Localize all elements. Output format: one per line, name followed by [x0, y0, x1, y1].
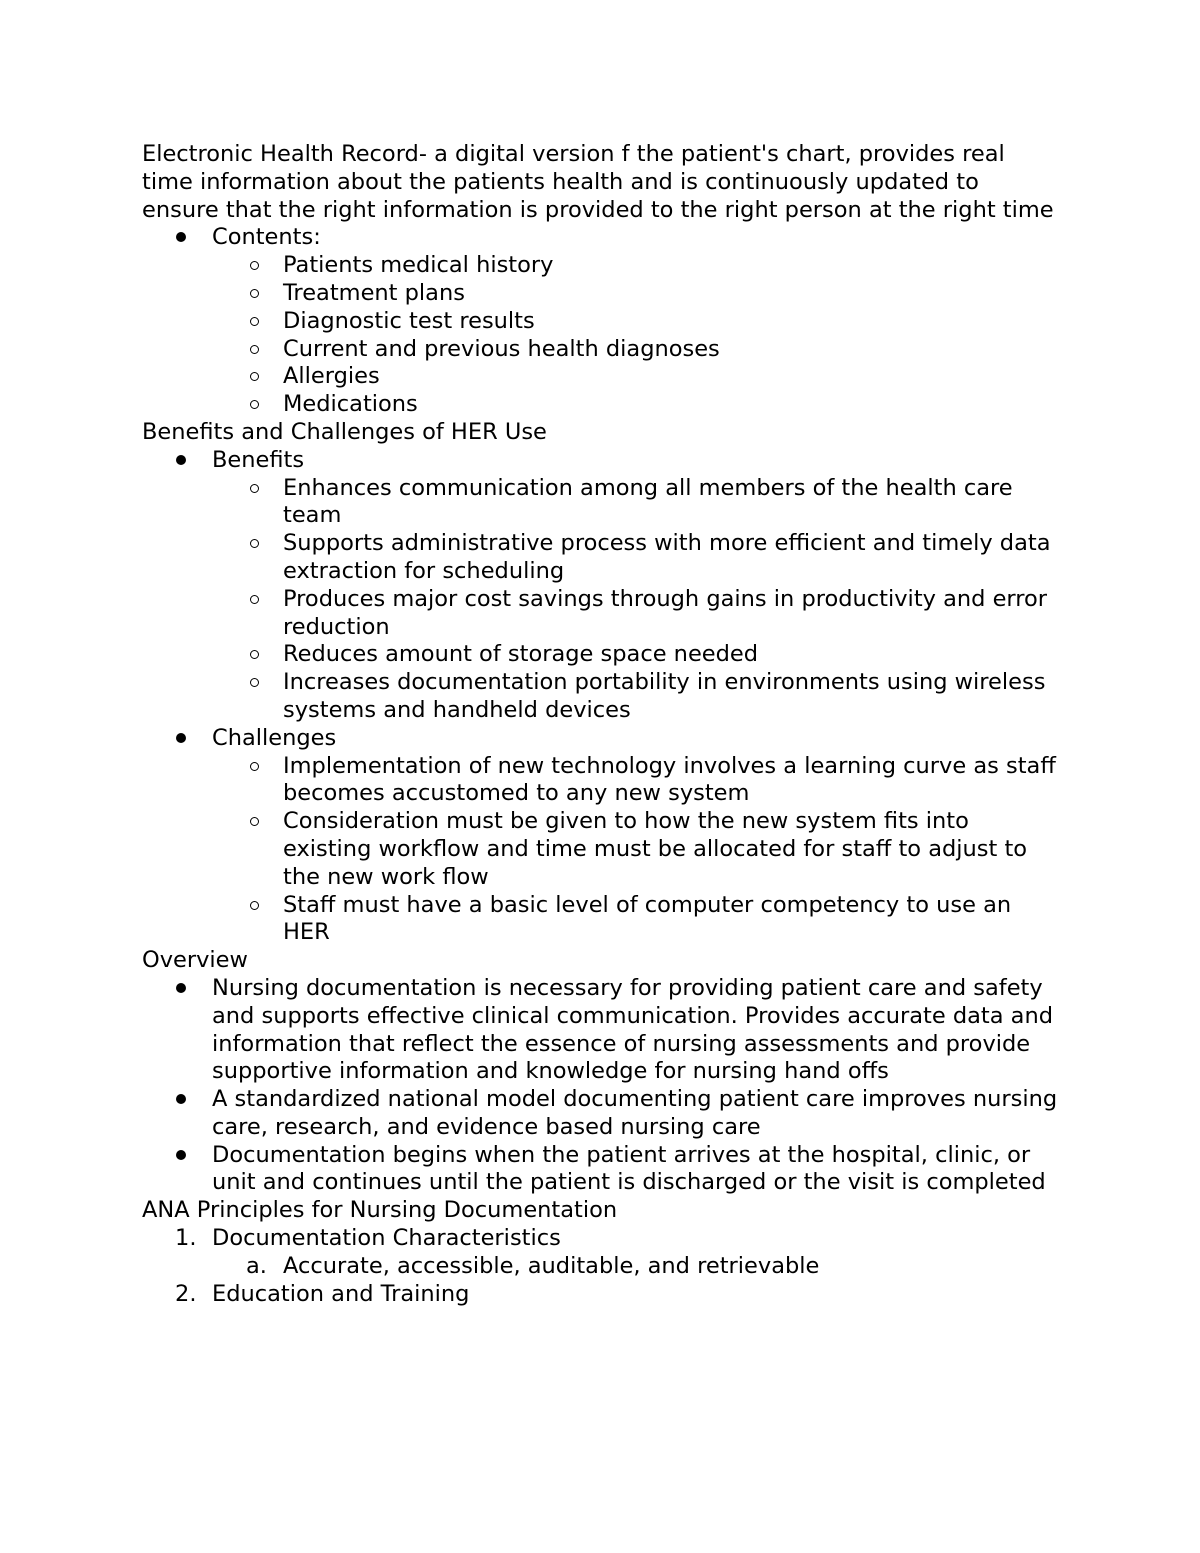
numbered-item	[142, 1225, 1062, 1253]
bullet-dot-icon	[176, 455, 186, 465]
list-item	[142, 475, 1062, 531]
numbered-item-text: Documentation Characteristics	[212, 1225, 561, 1252]
numbered-item	[142, 1281, 1062, 1309]
document-page	[142, 141, 1062, 1308]
list-item-text: Supports administrative process with more efficient and timely data extraction for scheduling	[283, 530, 1051, 584]
numbered-item-text: Education and Training	[212, 1280, 470, 1307]
list-item	[142, 975, 1062, 1086]
list-item-text: Allergies	[283, 363, 380, 390]
list-item-text: Medications	[283, 391, 418, 418]
list-item	[142, 252, 1062, 280]
list-item-text: Documentation begins when the patient arrives at the hospital, clinic, or unit and continues until the patient is discharged or the visit is completed	[212, 1141, 1046, 1196]
list-item-text: Consideration must be given to how the new system fits into existing workflow and time must be allocated for staff to adjust to the new work flow	[283, 808, 1028, 890]
list-item	[142, 308, 1062, 336]
list-item	[142, 892, 1062, 948]
bullet-dot-icon	[176, 733, 186, 743]
overview-list	[142, 975, 1062, 1197]
bullet-dot-icon	[176, 1094, 186, 1104]
benefits-challenges-heading: Benefits and Challenges of HER Use	[142, 418, 547, 445]
benefits-challenges-list	[142, 447, 1062, 947]
challenges-label: Challenges	[212, 724, 337, 751]
contents-list	[142, 224, 1062, 419]
ana-heading: ANA Principles for Nursing Documentation	[142, 1197, 618, 1224]
list-item	[142, 808, 1062, 891]
challenges-item	[142, 725, 1062, 753]
list-item-text: Implementation of new technology involves a learning curve as staff becomes accustomed to any new system	[283, 752, 1056, 807]
bullet-circle-icon	[250, 345, 259, 354]
list-item-text: Reduces amount of storage space needed	[283, 641, 759, 668]
list-item-text: A standardized national model documenting patient care improves nursing care, research, and evidence based nursing care	[212, 1086, 1058, 1140]
lettered-item	[142, 1253, 1062, 1281]
bullet-dot-icon	[176, 232, 186, 242]
list-item	[142, 336, 1062, 364]
bullet-circle-icon	[250, 400, 259, 409]
bullet-circle-icon	[250, 261, 259, 270]
list-item	[142, 1142, 1062, 1198]
bullet-circle-icon	[250, 650, 259, 659]
list-item	[142, 586, 1062, 642]
intro-paragraph: Electronic Health Record- a digital version f the patient's chart, provides real time information about the patients health and is continuously updated to ensure that the right information is provided to the right person at the right time	[142, 141, 1054, 223]
list-item	[142, 280, 1062, 308]
list-item-text: Enhances communication among all members of the health care team	[283, 474, 1013, 529]
number-marker: 1.	[175, 1225, 197, 1252]
list-item	[142, 530, 1062, 586]
bullet-circle-icon	[250, 484, 259, 493]
list-item-text: Produces major cost savings through gains in productivity and error reduction	[283, 585, 1048, 640]
list-item-text: Increases documentation portability in environments using wireless systems and handheld devices	[283, 669, 1046, 723]
overview-heading: Overview	[142, 947, 248, 974]
list-item	[142, 641, 1062, 669]
bullet-circle-icon	[250, 372, 259, 381]
ana-list	[142, 1225, 1062, 1308]
bullet-circle-icon	[250, 289, 259, 298]
contents-item	[142, 224, 1062, 252]
lettered-item-text: Accurate, accessible, auditable, and retrievable	[283, 1252, 820, 1279]
bullet-circle-icon	[250, 817, 259, 826]
list-item-text: Treatment plans	[283, 279, 465, 306]
list-item-text: Current and previous health diagnoses	[283, 335, 720, 362]
bullet-circle-icon	[250, 595, 259, 604]
list-item	[142, 753, 1062, 809]
bullet-circle-icon	[250, 762, 259, 771]
list-item	[142, 363, 1062, 391]
letter-marker: a.	[246, 1252, 267, 1279]
list-item-text: Nursing documentation is necessary for providing patient care and safety and supports effective clinical communication. Provides accurate data and information that reflect the essence of nursing assessments and provide supportive information and knowledge for nursing hand offs	[212, 974, 1054, 1085]
bullet-dot-icon	[176, 983, 186, 993]
benefits-label: Benefits	[212, 446, 305, 473]
list-item	[142, 391, 1062, 419]
list-item-text: Staff must have a basic level of computer competency to use an HER	[283, 891, 1012, 946]
list-item	[142, 669, 1062, 725]
bullet-dot-icon	[176, 1150, 186, 1160]
bullet-circle-icon	[250, 901, 259, 910]
bullet-circle-icon	[250, 678, 259, 687]
list-item	[142, 1086, 1062, 1142]
list-item-text: Patients medical history	[283, 252, 554, 279]
contents-label: Contents:	[212, 224, 321, 251]
bullet-circle-icon	[250, 539, 259, 548]
bullet-circle-icon	[250, 317, 259, 326]
list-item-text: Diagnostic test results	[283, 307, 535, 334]
number-marker: 2.	[175, 1280, 197, 1307]
benefits-item	[142, 447, 1062, 475]
